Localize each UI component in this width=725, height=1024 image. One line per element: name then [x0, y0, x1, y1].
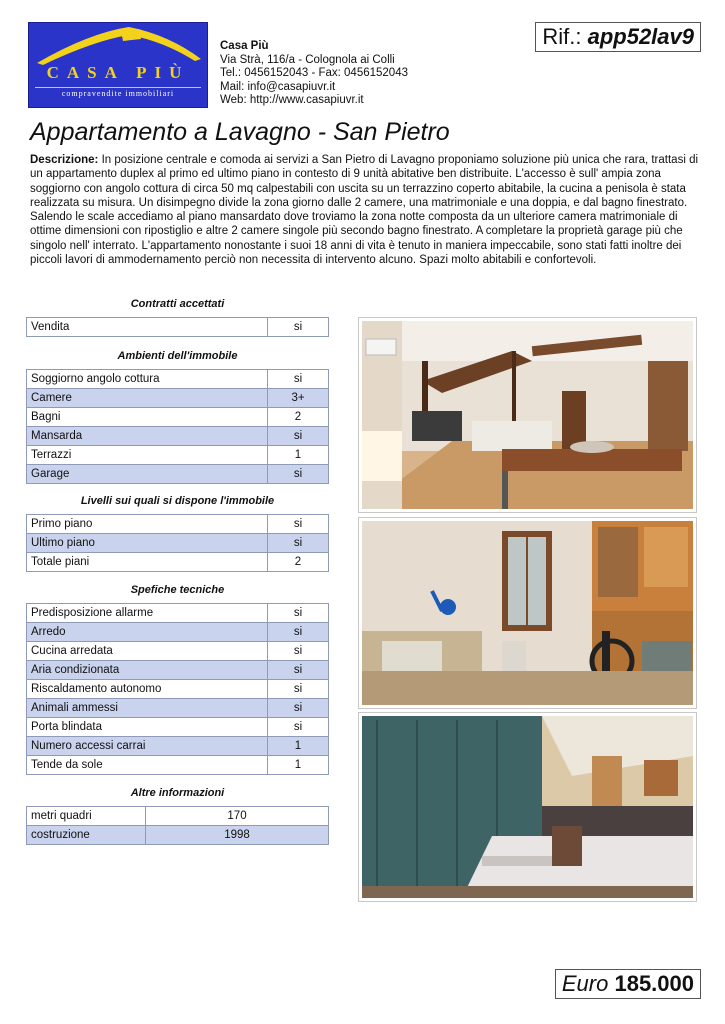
row-value: si [268, 318, 329, 337]
row-value: si [268, 718, 329, 737]
table-contratti [26, 317, 329, 337]
row-label: Aria condizionata [27, 661, 268, 680]
company-phone: Tel.: 0456152043 - Fax: 0456152043 [220, 67, 408, 80]
photo-living-room[interactable] [358, 317, 697, 513]
table-row [27, 680, 329, 699]
description [30, 153, 700, 267]
description-text: In posizione centrale e comoda ai servizi a San Pietro di Lavagno proponiamo soluzione più unica che rara, trattasi di un appartamento duplex al primo ed ultimo piano in contesto di 9 unità abitative ben distribuite. L'accesso è sull' ampia zona soggiorno con angolo cottura di circa 50 mq calpestabili con uscita su un terrazzino coperto abitabile, la cucina a penisola è stata realizzata su misura. Un disimpegno divide la zona giorno dalle 2 camere, una matrimoniale e una doppia, e dal bagno finestrato. Salendo le scale accediamo al piano mansardato dove troviamo la zona notte composta da un ulteriore camera matrimoniale di ottime dimensioni con ripostiglio e altre 2 camere singole più secondo bagno finestrato. A completare la proprietà garage più che singolo nell' interrato. L'appartamento nonostante i suoi 18 anni di vita è tenuto in maniera impeccabile, sono stati fatti inoltre dei piccoli lavori di ammodernamento perciò non necessita di intervento alcuno. Spazi molto abitabili e confortevoli. [30, 154, 699, 267]
row-value: si [268, 699, 329, 718]
row-label: Camere [27, 389, 268, 408]
row-value: si [268, 661, 329, 680]
table-row [27, 756, 329, 775]
page-title: Appartamento a Lavagno - San Pietro [30, 118, 450, 146]
photo-bedroom[interactable] [358, 712, 697, 902]
row-value: 3+ [268, 389, 329, 408]
row-value: 1 [268, 446, 329, 465]
row-value: si [268, 604, 329, 623]
company-web[interactable]: Web: http://www.casapiuvr.it [220, 94, 364, 107]
price-amount: 185.000 [614, 971, 694, 996]
table-row [27, 807, 329, 826]
table-livelli [26, 514, 329, 572]
table-row [27, 737, 329, 756]
row-value: si [268, 534, 329, 553]
table-altre [26, 806, 329, 845]
table-row [27, 623, 329, 642]
row-value: si [268, 642, 329, 661]
table-row [27, 604, 329, 623]
bedroom-image [362, 716, 693, 898]
table-row [27, 553, 329, 572]
table-row [27, 389, 329, 408]
row-value: 2 [268, 553, 329, 572]
photo-study[interactable] [358, 517, 697, 709]
table-row [27, 427, 329, 446]
table-row [27, 718, 329, 737]
section-title-livelli: Livelli sui quali si dispone l'immobile [80, 495, 275, 507]
row-label: Animali ammessi [27, 699, 268, 718]
row-label: Numero accessi carrai [27, 737, 268, 756]
description-label: Descrizione: [30, 154, 99, 166]
row-label: Ultimo piano [27, 534, 268, 553]
company-address: Via Strà, 116/a - Colognola ai Colli [220, 53, 395, 66]
section-title-altre: Altre informazioni [130, 787, 225, 799]
study-image [362, 521, 693, 705]
reference-box [535, 22, 701, 52]
row-label: Soggiorno angolo cottura [27, 370, 268, 389]
table-row [27, 661, 329, 680]
table-specifiche [26, 603, 329, 775]
row-value: 1998 [146, 826, 329, 845]
section-title-specifiche: Speﬁche tecniche [130, 584, 225, 596]
living-room-image [362, 321, 693, 509]
row-label: metri quadri [27, 807, 146, 826]
section-title-contratti: Contratti accettati [130, 298, 225, 310]
row-value: si [268, 515, 329, 534]
table-row [27, 642, 329, 661]
table-row [27, 699, 329, 718]
company-name: Casa Più [220, 40, 269, 52]
row-label: costruzione [27, 826, 146, 845]
table-row [27, 826, 329, 845]
row-value: si [268, 427, 329, 446]
reference-label: Rif.: [542, 24, 582, 49]
logo-tagline: compravendite immobiliari [35, 87, 201, 100]
row-label: Totale piani [27, 553, 268, 572]
table-row [27, 408, 329, 427]
company-info [220, 40, 408, 108]
price-currency: Euro [561, 971, 609, 996]
table-row [27, 446, 329, 465]
table-ambienti [26, 369, 329, 484]
row-label: Tende da sole [27, 756, 268, 775]
row-value: si [268, 370, 329, 389]
row-value: si [268, 623, 329, 642]
row-label: Riscaldamento autonomo [27, 680, 268, 699]
price-box [555, 969, 701, 999]
row-label: Vendita [27, 318, 268, 337]
row-label: Terrazzi [27, 446, 268, 465]
row-label: Arredo [27, 623, 268, 642]
row-value: 1 [268, 756, 329, 775]
row-value: 2 [268, 408, 329, 427]
row-label: Predisposizione allarme [27, 604, 268, 623]
row-label: Mansarda [27, 427, 268, 446]
section-title-ambienti: Ambienti dell'immobile [117, 350, 238, 362]
table-row [27, 370, 329, 389]
reference-code: app52lav9 [587, 24, 694, 49]
table-row [27, 465, 329, 484]
row-label: Cucina arredata [27, 642, 268, 661]
row-value: si [268, 680, 329, 699]
table-row [27, 515, 329, 534]
row-value: si [268, 465, 329, 484]
row-value: 170 [146, 807, 329, 826]
table-row [27, 318, 329, 337]
row-label: Bagni [27, 408, 268, 427]
company-mail[interactable]: Mail: info@casapiuvr.it [220, 80, 336, 93]
row-label: Primo piano [27, 515, 268, 534]
row-label: Porta blindata [27, 718, 268, 737]
logo-brand: CASA PIÙ [46, 63, 190, 82]
row-label: Garage [27, 465, 268, 484]
row-value: 1 [268, 737, 329, 756]
company-logo [28, 22, 208, 108]
table-row [27, 534, 329, 553]
